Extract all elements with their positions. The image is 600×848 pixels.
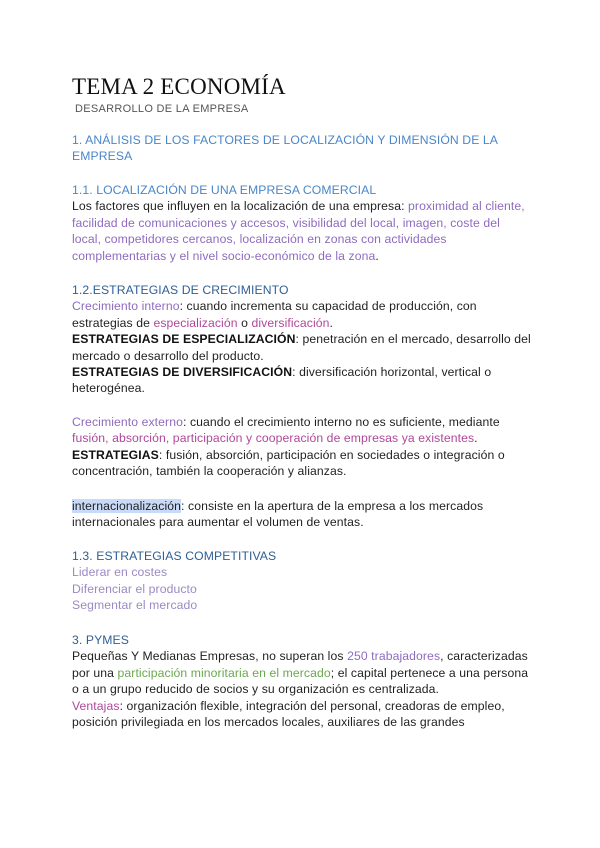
pymes-text-1: Pequeñas Y Medianas Empresas, no superan los xyxy=(72,649,348,664)
section-1-heading: 1. ANÁLISIS DE LOS FACTORES DE LOCALIZACIÓN Y DIMENSIÓN DE LA EMPRESA xyxy=(72,133,498,164)
estrategias-paragraph xyxy=(72,447,532,480)
diversificacion-term: diversificación xyxy=(251,315,330,330)
connector-o: o xyxy=(237,315,252,330)
crecimiento-interno-paragraph xyxy=(72,298,532,331)
section-1-3 xyxy=(72,548,532,614)
document-title: TEMA 2 ECONOMÍA xyxy=(72,74,286,99)
diversificacion-paragraph xyxy=(72,364,532,397)
especializacion-text: : penetración en el mercado, desarrollo del mercado o desarrollo del producto. xyxy=(72,332,531,363)
pymes-text-2: , caracterizadas por una xyxy=(72,649,528,680)
crecimiento-interno-label: Crecimiento interno xyxy=(72,299,180,314)
diversificacion-label: ESTRATEGIAS DE DIVERSIFICACIÓN xyxy=(72,365,293,380)
factors-intro: Los factores que influyen en la localización de una empresa: xyxy=(72,199,409,214)
list-item: Diferenciar el producto xyxy=(72,581,197,596)
factors-list: proximidad al cliente, facilidad de comunicaciones y accesos, visibilidad del local, imagen, coste del local, competidores cercanos, localización en zonas con actividades complementarias y el nivel socio-económico de la zona xyxy=(72,199,525,263)
section-1-1-heading: 1.1. LOCALIZACIÓN DE UNA EMPRESA COMERCIAL xyxy=(72,183,377,197)
diversificacion-text: : diversificación horizontal, vertical o heterogénea. xyxy=(72,365,492,396)
externo-end: . xyxy=(474,431,478,446)
internacionalizacion-text: : consiste en la apertura de la empresa a los mercados internacionales para aumentar el volumen de ventas. xyxy=(72,499,484,530)
especializacion-paragraph xyxy=(72,331,532,364)
internacionalizacion-paragraph xyxy=(72,498,532,531)
section-3 xyxy=(72,632,532,730)
pymes-market-share: participación minoritaria en el mercado xyxy=(117,665,331,680)
interno-end: . xyxy=(329,315,334,330)
pymes-text-3: ; el capital pertenece a una persona o a un grupo reducido de socios y su organización es centralizada. xyxy=(72,665,529,697)
section-3-heading: 3. PYMES xyxy=(72,633,130,647)
crecimiento-externo-text: : cuando el crecimiento interno no es suficiente, mediante xyxy=(182,415,500,429)
ventajas-label: Ventajas xyxy=(72,698,120,713)
ventajas-text: : organización flexible, integración del personal, creadoras de empleo, posición privilegiada en los mercados locales, auxiliares de las grandes xyxy=(72,698,505,730)
estrategias-text: : fusión, absorción, participación en sociedades o integración o concentración, también la cooperación y alianzas. xyxy=(72,447,505,479)
crecimiento-externo-list: fusión, absorción, participación y cooperación de empresas ya existentes xyxy=(72,431,475,446)
section-1-1 xyxy=(72,182,532,264)
section-1-1-paragraph xyxy=(72,198,532,264)
crecimiento-externo-block xyxy=(72,414,532,480)
section-1-2-heading: 1.2.ESTRATEGIAS DE CRECIMIENTO xyxy=(72,283,289,297)
crecimiento-externo-paragraph xyxy=(72,414,532,447)
list-item: Segmentar el mercado xyxy=(72,598,198,613)
section-1-2 xyxy=(72,282,532,397)
factors-end: . xyxy=(375,248,379,263)
list-item: Liderar en costes xyxy=(72,565,168,580)
crecimiento-interno-text: : cuando incrementa su capacidad de producción, con estrategias de xyxy=(72,299,477,330)
especializacion-term: especialización xyxy=(153,315,238,330)
internacionalizacion-highlight: internacionalización xyxy=(72,499,182,513)
estrategias-label: ESTRATEGIAS xyxy=(72,447,159,462)
pymes-paragraph xyxy=(72,648,532,697)
document-subtitle: DESARROLLO DE LA EMPRESA xyxy=(75,103,249,115)
pymes-workers: 250 trabajadores xyxy=(347,649,441,664)
especializacion-label: ESTRATEGIAS DE ESPECIALIZACIÓN xyxy=(72,332,296,347)
section-1-3-heading: 1.3. ESTRATEGIAS COMPETITIVAS xyxy=(72,549,277,563)
crecimiento-externo-label: Crecimiento externo xyxy=(72,415,183,429)
ventajas-paragraph xyxy=(72,698,532,731)
